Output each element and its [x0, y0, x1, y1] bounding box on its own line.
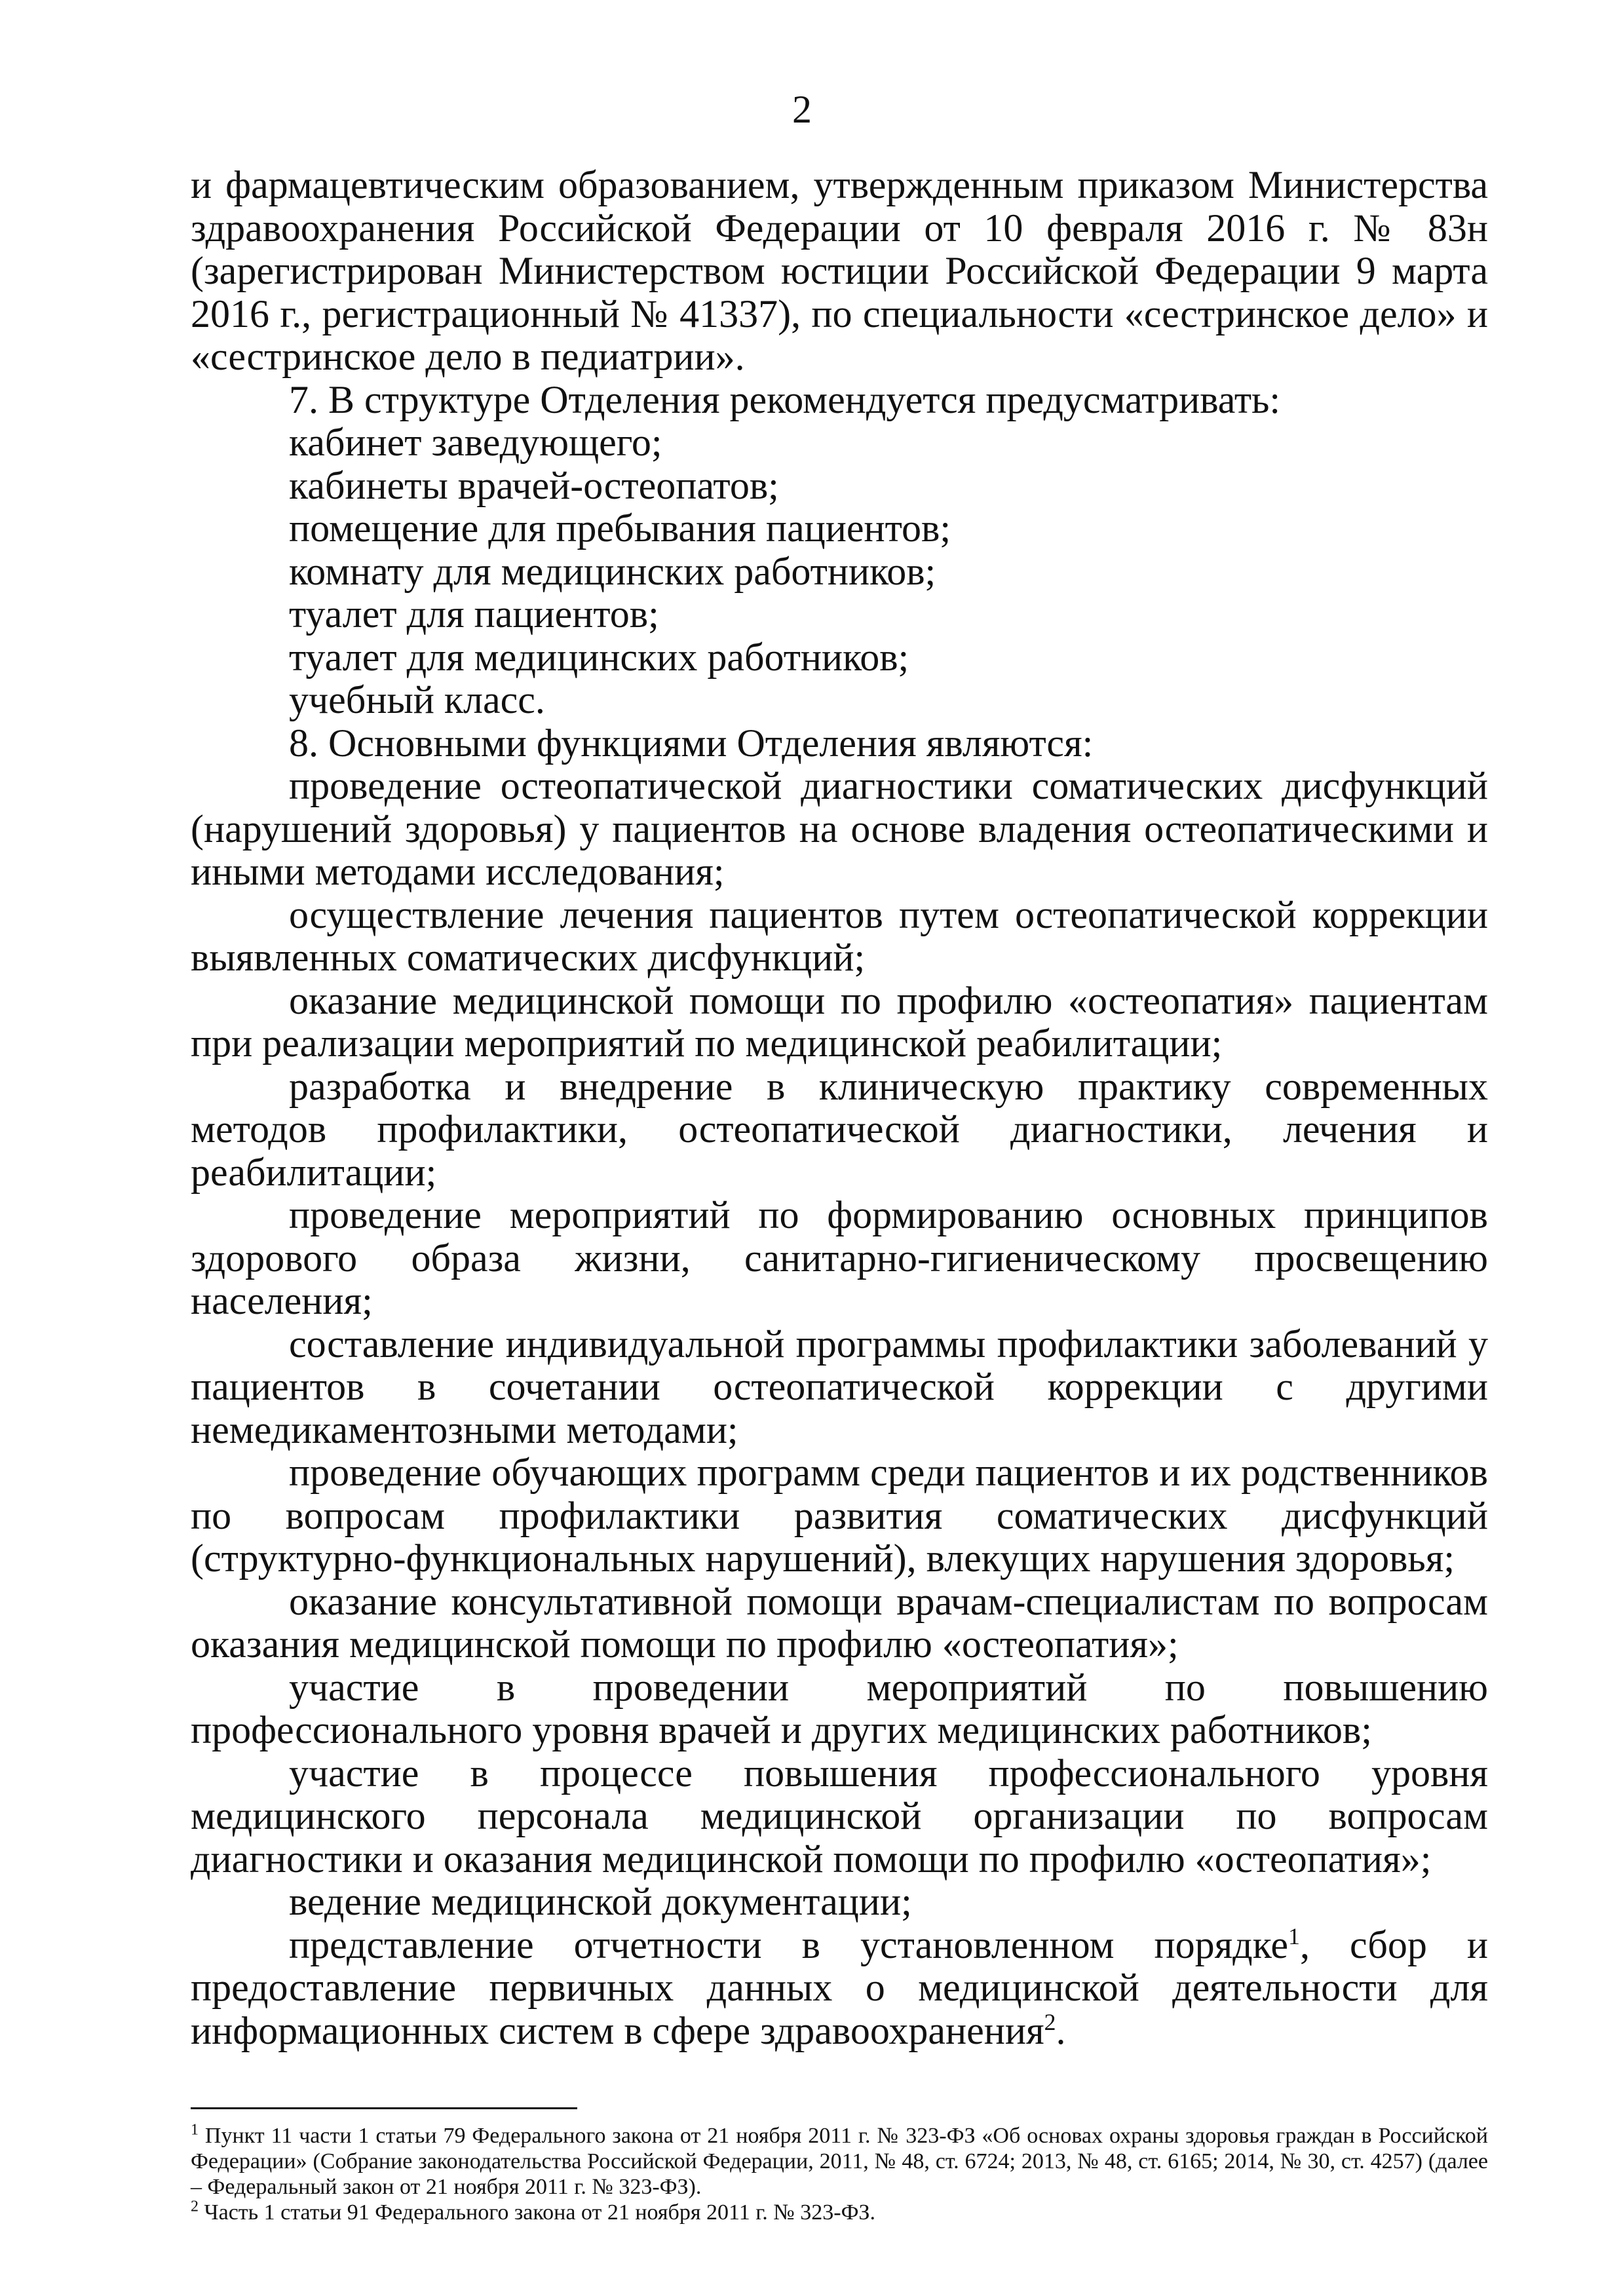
page-number: 2: [792, 88, 812, 131]
list-item: туалет для медицинских работников;: [289, 635, 909, 679]
function-item: проведение мероприятий по формированию основных принципов здорового образа жизни, санитарно-гигиеническому просвещению населения;: [191, 1193, 1488, 1322]
list-item: кабинеты врачей-остеопатов;: [289, 463, 779, 507]
function-text: представление отчетности в установленном порядке: [289, 1923, 1288, 1966]
list-item: комнату для медицинских работников;: [289, 549, 936, 593]
list-item: помещение для пребывания пациентов;: [289, 507, 951, 550]
function-item: оказание медицинской помощи по профилю «остеопатия» пациентам при реализации мероприятий по медицинской реабилитации;: [191, 978, 1488, 1065]
body-text: [191, 164, 1488, 2052]
list-item: учебный класс.: [289, 678, 545, 721]
function-item: осуществление лечения пациентов путем остеопатической коррекции выявленных соматических дисфункций;: [191, 892, 1488, 979]
footnote-1-mark: 1: [191, 2121, 199, 2139]
function-text: , сбор и предоставление первичных данных о медицинской деятельности для информационных систем в сфере здравоохранения: [191, 1923, 1488, 2052]
footnote-1: [191, 2123, 1488, 2200]
footnote-1-text: Пункт 11 части 1 статьи 79 Федерального закона от 21 ноября 2011 г. № 323-ФЗ «Об основах охраны здоровья граждан в Российской Федерации» (Собрание законодательства Российской Федерации, 2011, № 48, ст. 6724; 2013, № 48, ст. 6165; 2014, № 30, ст. 4257) (далее – Федеральный закон от 21 ноября 2011 г. № 323-ФЗ).: [191, 2124, 1488, 2199]
function-item: составление индивидуальной программы профилактики заболеваний у пациентов в сочетании остеопатической коррекции с другими немедикаментозными методами;: [191, 1322, 1488, 1451]
function-text-end: .: [1056, 2008, 1066, 2052]
clause-8-heading: 8. Основными функциями Отделения являются:: [289, 721, 1094, 765]
function-item: ведение медицинской документации;: [289, 1880, 912, 1923]
function-item: проведение обучающих программ среди пациентов и их родственников по вопросам профилактики развития соматических дисфункций (структурно-функциональных нарушений), влекущих нарушения здоровья;: [191, 1451, 1488, 1580]
function-item-last: [191, 1924, 1488, 2053]
list-item: кабинет заведующего;: [289, 421, 662, 464]
function-item: проведение остеопатической диагностики соматических дисфункций (нарушений здоровья) у пациентов на основе владения остеопатическими и иными методами исследования;: [191, 764, 1488, 893]
paragraph-continuation: и фармацевтическим образованием, утвержденным приказом Министерства здравоохранения Российской Федерации от 10 февраля 2016 г. № 83н (зарегистрирован Министерством юстиции Российской Федерации 9 марта 2016 г., регистрационный № 41337), по специальности «сестринское дело» и «сестринское дело в педиатрии».: [191, 163, 1488, 378]
function-item: участие в проведении мероприятий по повышению профессионального уровня врачей и других медицинских работников;: [191, 1665, 1488, 1751]
list-item: туалет для пациентов;: [289, 592, 659, 636]
function-item: разработка и внедрение в клиническую практику современных методов профилактики, остеопатической диагностики, лечения и реабилитации;: [191, 1064, 1488, 1194]
footnote-ref-2[interactable]: 2: [1044, 2008, 1056, 2035]
clause-7-heading: 7. В структуре Отделения рекомендуется предусматривать:: [289, 377, 1281, 421]
footnote-ref-1[interactable]: 1: [1288, 1923, 1300, 1949]
footnote-separator: [191, 2107, 577, 2109]
footnote-2-mark: 2: [191, 2198, 199, 2215]
footnotes: [191, 2123, 1488, 2225]
footnote-2: [191, 2200, 1488, 2225]
function-item: оказание консультативной помощи врачам-специалистам по вопросам оказания медицинской помощи по профилю «остеопатия»;: [191, 1579, 1488, 1666]
footnote-2-text: Часть 1 статьи 91 Федерального закона от 21 ноября 2011 г. № 323-ФЗ.: [199, 2200, 875, 2225]
function-item: участие в процессе повышения профессионального уровня медицинского персонала медицинской организации по вопросам диагностики и оказания медицинской помощи по профилю «остеопатия»;: [191, 1751, 1488, 1881]
